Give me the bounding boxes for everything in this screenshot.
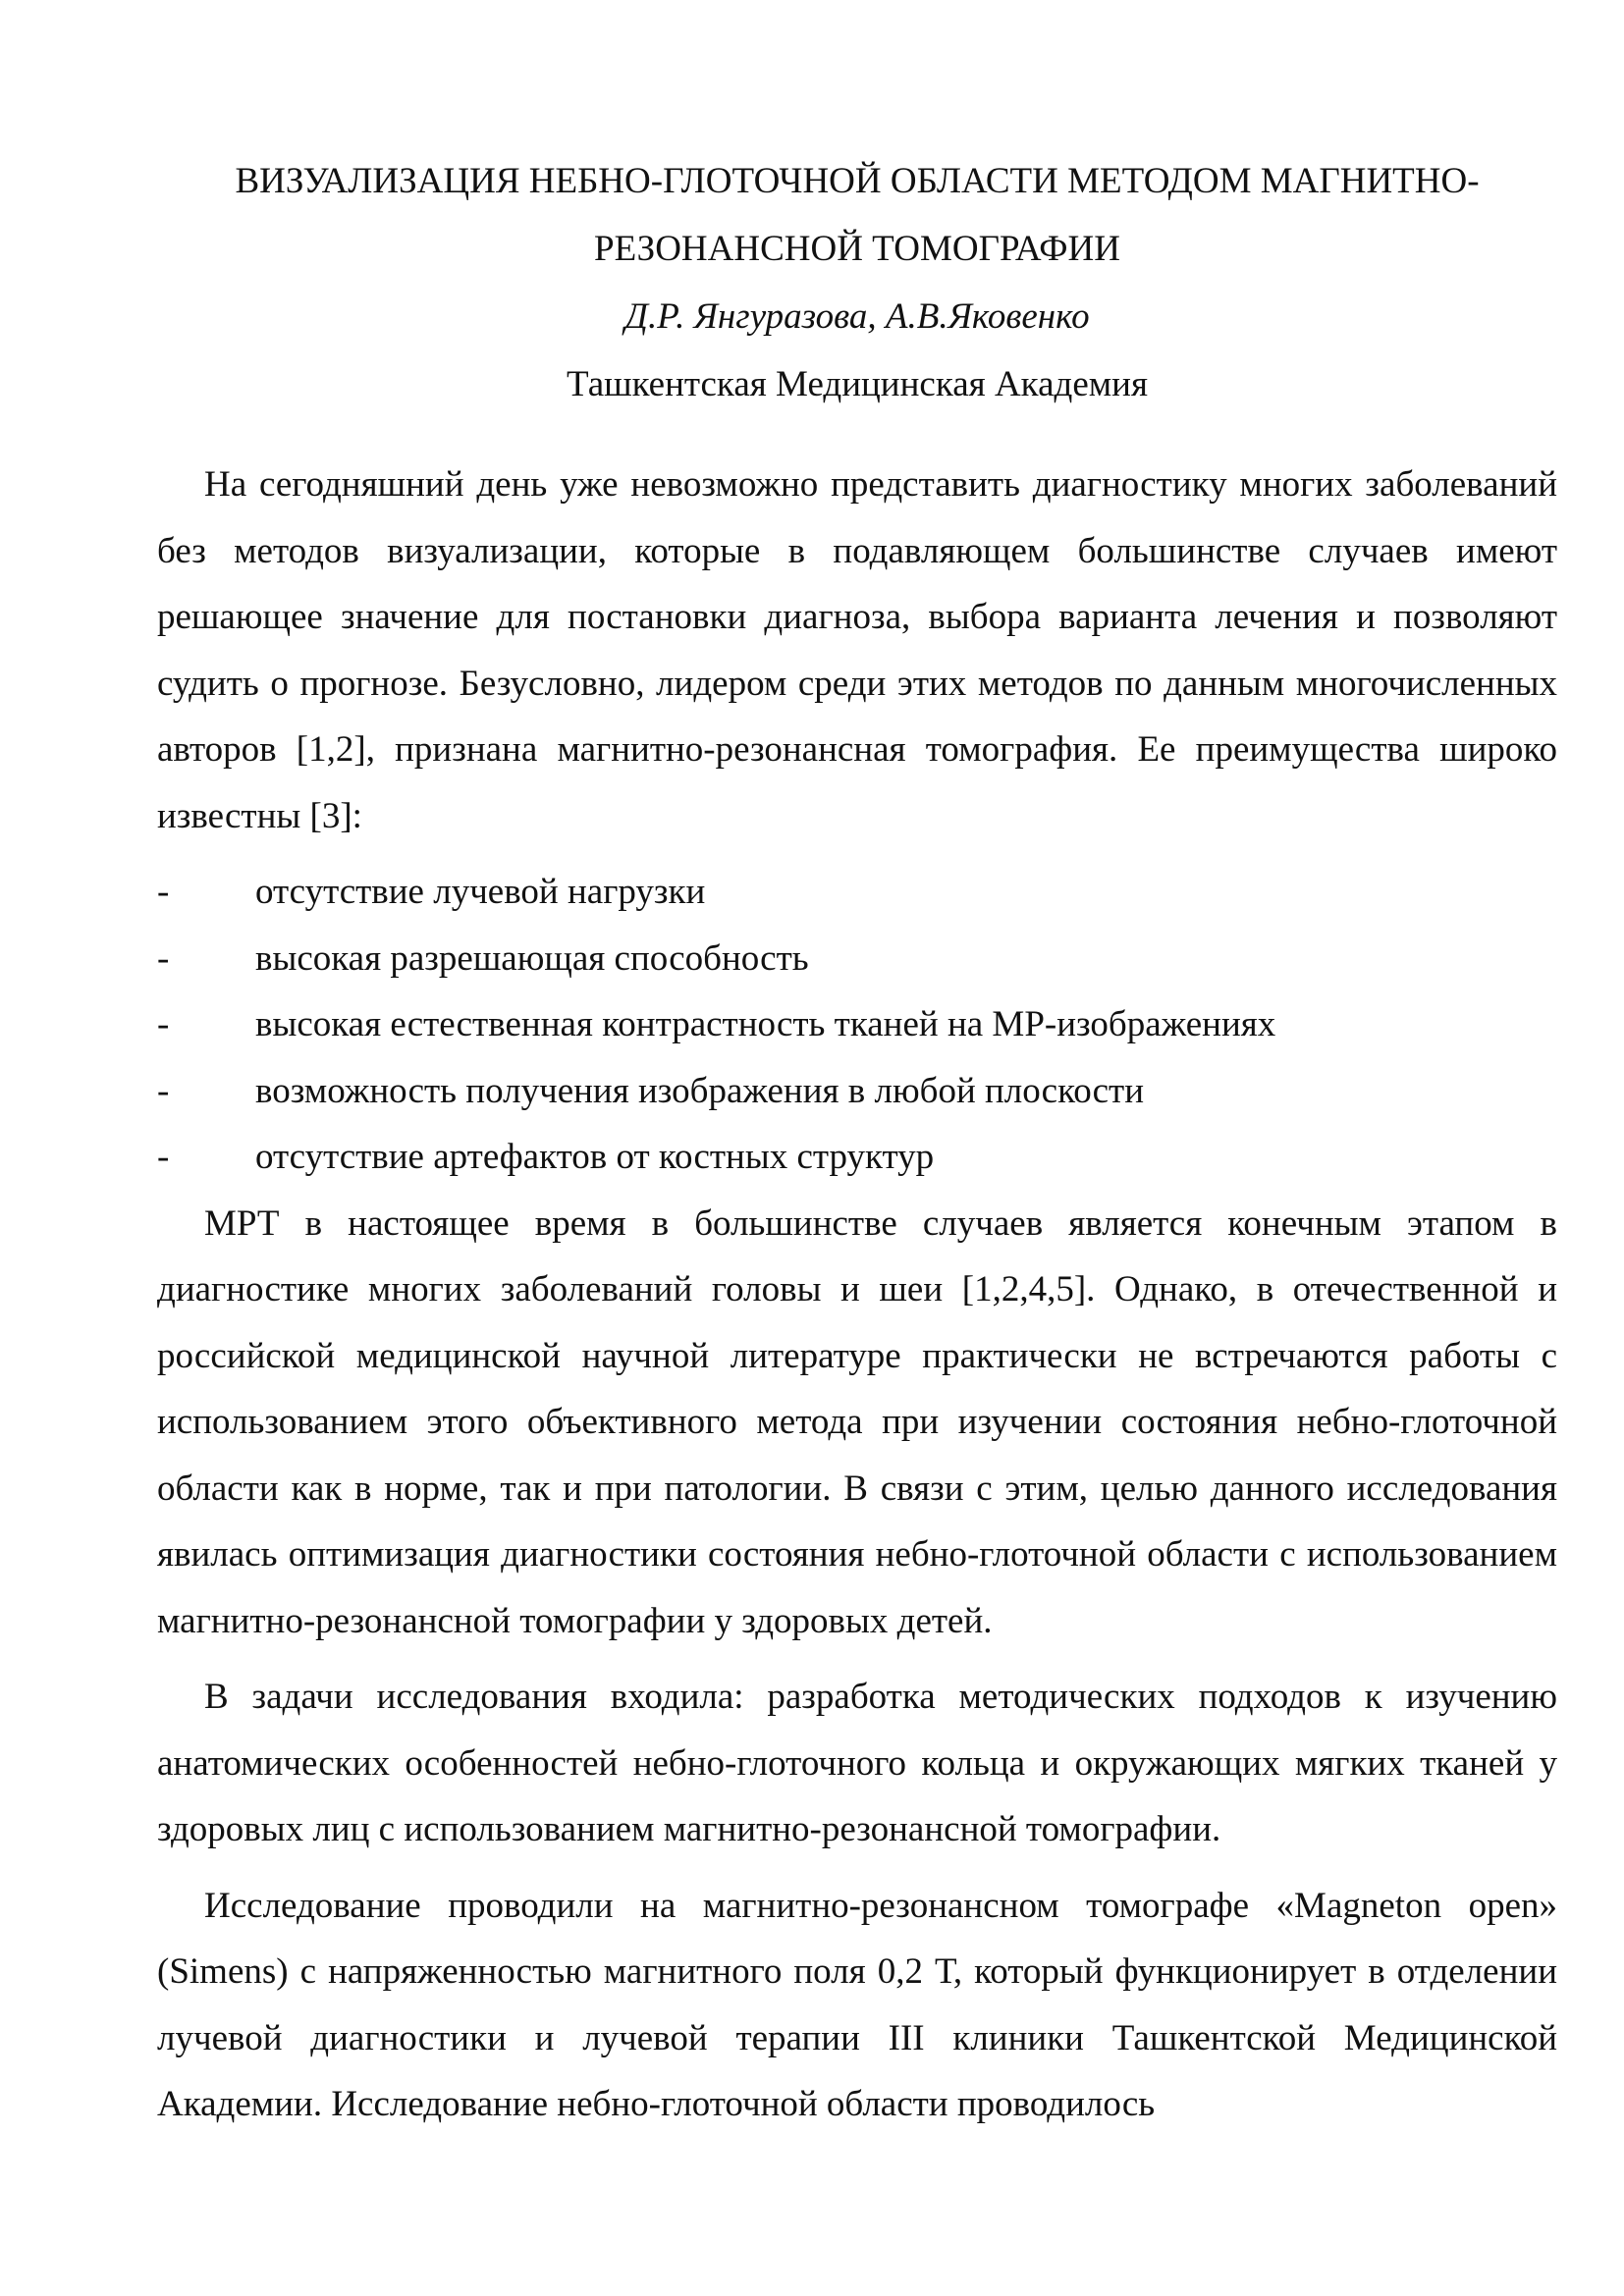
- list-item-text: отсутствие лучевой нагрузки: [255, 872, 706, 912]
- list-item: [157, 1058, 1557, 1125]
- spacer: [157, 1654, 1557, 1664]
- list-item-text: возможность получения изображения в любой плоскости: [255, 1070, 1145, 1111]
- document-page: [157, 147, 1557, 2138]
- paper-title: [157, 147, 1557, 283]
- list-item-text: отсутствие артефактов от костных структур: [255, 1137, 935, 1177]
- list-item: [157, 1124, 1557, 1191]
- list-item: [157, 859, 1557, 926]
- paragraph-3: В задачи исследования входила: разработка методических подходов к изучению анатомических особенностей небно-глоточного кольца и окружающих мягких тканей у здоровых лиц с использованием магнитно-резонансной томографии.: [157, 1677, 1557, 1849]
- list-item: [157, 926, 1557, 992]
- paper-authors: Д.Р. Янгуразова, А.В.Яковенко: [624, 296, 1090, 337]
- paper-affiliation: Ташкентская Медицинская Академия: [567, 364, 1148, 404]
- list-dash-marker: -: [157, 1137, 170, 1177]
- list-dash-marker: -: [157, 1070, 170, 1111]
- list-dash-marker: -: [157, 1004, 170, 1044]
- list-item: [157, 991, 1557, 1058]
- paper-title-line-1: ВИЗУАЛИЗАЦИЯ НЕБНО-ГЛОТОЧНОЙ ОБЛАСТИ МЕТОДОМ МАГНИТНО-: [235, 161, 1480, 201]
- list-dash-marker: -: [157, 937, 170, 979]
- advantages-list: [157, 859, 1557, 1191]
- paragraph-1: На сегодняшний день уже невозможно представить диагностику многих заболеваний без методов визуализации, которые в подавляющем большинстве случаев имеют решающее значение для постановки диагноза, выбора варианта лечения и позволяют судить о прогнозе. Безусловно, лидером среди этих методов по данным многочисленных авторов [1,2], признана магнитно-резонансная томография. Ее преимущества широко известны [3]:: [157, 464, 1557, 836]
- list-item-text: высокая разрешающая способность: [255, 937, 809, 979]
- list-dash-marker: -: [157, 872, 170, 912]
- list-item-text: высокая естественная контрастность тканей на МР-изображениях: [255, 1004, 1276, 1044]
- paper-title-line-2: РЕЗОНАНСНОЙ ТОМОГРАФИИ: [594, 229, 1120, 269]
- spacer: [157, 418, 1557, 452]
- spacer: [157, 1863, 1557, 1873]
- paragraph-2: МРТ в настоящее время в большинстве случаев является конечным этапом в диагностике многих заболеваний головы и шеи [1,2,4,5]. Однако, в отечественной и российской медицинской научной литературе практически не встречаются работы с использованием этого объективного метода при изучении состояния небно-глоточной области как в норме, так и при патологии. В связи с этим, целью данного исследования явилась оптимизация диагностики состояния небно-глоточной области с использованием магнитно-резонансной томографии у здоровых детей.: [157, 1202, 1557, 1641]
- paragraph-4: Исследование проводили на магнитно-резонансном томографе «Magneton open» (Simens) с напряженностью магнитного поля 0,2 Т, который функционирует в отделении лучевой диагностики и лучевой терапии III клиники Ташкентской Медицинской Академии. Исследование небно-глоточной области проводилось: [157, 1885, 1557, 2124]
